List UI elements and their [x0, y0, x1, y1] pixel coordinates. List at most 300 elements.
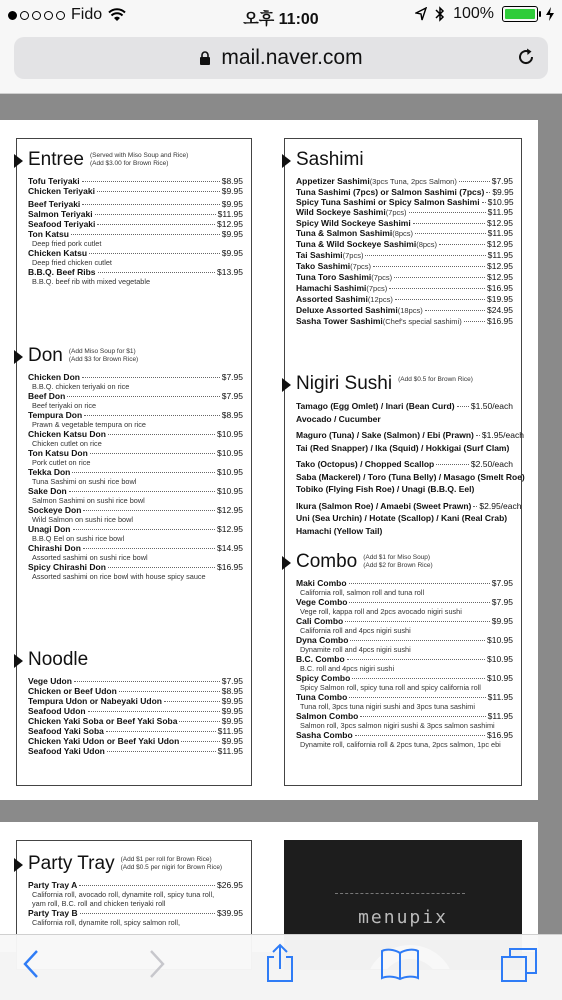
menu-item: [296, 730, 513, 749]
menu-item: [28, 676, 243, 686]
menu-item: [296, 616, 513, 635]
tabs-icon: [500, 947, 538, 983]
menu-item: [296, 597, 513, 616]
dotted-leader: [71, 234, 220, 235]
menu-item: [28, 467, 243, 486]
menu-item: [296, 250, 513, 261]
menu-item: [28, 209, 243, 219]
menu-item-price: $12.95: [487, 239, 513, 249]
menu-item-qty: (7pcs): [371, 273, 393, 282]
share-icon: [264, 943, 296, 983]
menu-item: [296, 578, 513, 597]
menu-item-price: $2.95/each: [479, 500, 522, 511]
menu-item: [28, 176, 243, 186]
menu-item-row: [296, 673, 513, 683]
menu-item-price: $10.95: [217, 467, 243, 477]
menu-item-description: Chicken cutlet on rice: [32, 439, 102, 448]
section-entree: [17, 149, 251, 286]
section-party-tray: [17, 853, 251, 927]
menu-item: [28, 716, 243, 726]
menu-item: [296, 283, 513, 294]
menu-item-name: Assorted Sashimi: [296, 294, 368, 304]
menu-item-name: Ikura (Salmon Roe) / Amaebi (Sweet Prawn): [296, 500, 472, 511]
menu-item-row: [296, 294, 513, 305]
menu-item: [28, 726, 243, 736]
menu-item-name: Hamachi (Yellow Tail): [296, 525, 383, 536]
dotted-leader: [395, 299, 485, 300]
watermark-logo: menupix: [358, 907, 448, 928]
dotted-leader: [83, 510, 215, 511]
menu-item-name: Maki Combo: [296, 578, 347, 588]
menu-item-price: $12.95: [217, 505, 243, 515]
menu-item-row: [28, 267, 243, 277]
menu-item: [28, 696, 243, 706]
dotted-leader: [181, 741, 219, 742]
menu-item-price: $8.95: [221, 410, 243, 420]
section-title: Sashimi: [296, 149, 364, 170]
menu-item-name: Sockeye Don: [28, 505, 82, 515]
dotted-leader: [82, 377, 220, 378]
menu-item-name: Hamachi Sashimi: [296, 283, 367, 293]
menu-item: [296, 207, 513, 218]
dotted-leader: [108, 567, 215, 568]
menu-item-description: Assorted sashimi on rice bowl with house spicy sauce: [32, 572, 206, 581]
menu-item-price: $12.95: [217, 524, 243, 534]
menu-item-row: [296, 597, 513, 607]
dotted-leader: [413, 223, 485, 224]
menu-item-name: Tai (Red Snapper) / Ika (Squid) / Hokkigai (Surf Clam): [296, 442, 510, 453]
menu-item-row: [296, 635, 513, 645]
menu-item: [296, 261, 513, 272]
menu-item: [296, 294, 513, 305]
menu-item: [296, 471, 525, 484]
menu-item-row: [28, 562, 243, 572]
menu-item-price: $11.95: [487, 207, 513, 217]
menu-item-row: [296, 228, 513, 239]
section-header: [28, 149, 243, 171]
section-title: Party Tray: [28, 853, 115, 874]
menu-item-price: $11.95: [487, 711, 513, 721]
dotted-leader: [482, 202, 486, 203]
menu-item-description: Tuna Sashimi on sushi rice bowl: [32, 477, 137, 486]
dotted-leader: [352, 678, 485, 679]
section-noodle: [17, 649, 251, 756]
menu-item-row: [28, 199, 243, 209]
menu-item: [28, 746, 243, 756]
dotted-leader: [347, 659, 485, 660]
address-bar[interactable]: [14, 37, 548, 79]
dotted-leader: [79, 885, 215, 886]
dotted-leader: [74, 681, 220, 682]
menu-item-row: [28, 486, 243, 496]
location-icon: [415, 7, 427, 21]
menu-item-name: Party Tray A: [28, 880, 78, 890]
menu-item-price: $19.95: [487, 294, 513, 304]
divider: [335, 893, 465, 894]
dotted-leader: [389, 288, 485, 289]
menu-item: [296, 197, 513, 207]
menu-item: [28, 267, 243, 286]
section-sashimi: [285, 149, 521, 327]
dotted-leader: [108, 434, 215, 435]
menu-item-row: [296, 261, 513, 272]
menu-item: [28, 248, 243, 267]
dotted-leader: [164, 701, 220, 702]
menu-item-row: [28, 410, 243, 420]
menu-item-price: $8.95: [221, 686, 243, 696]
menu-item-price: $7.95: [491, 578, 513, 588]
menu-item: [28, 448, 243, 467]
dotted-leader: [89, 253, 220, 254]
charging-icon: [546, 7, 554, 21]
menu-item-name: Unagi Don: [28, 524, 71, 534]
menu-item-row: [28, 219, 243, 229]
dotted-leader: [83, 548, 215, 549]
menu-page-2: [0, 822, 538, 952]
dotted-leader: [486, 192, 490, 193]
menu-item-row: [28, 467, 243, 477]
bookmarks-icon: [380, 947, 420, 981]
menu-item-row: [296, 730, 513, 740]
share-button[interactable]: [264, 943, 296, 983]
menu-item-row: [296, 413, 513, 426]
menu-item-description: California roll and 4pcs nigiri sushi: [300, 626, 411, 635]
menu-item-name: Seafood Udon: [28, 706, 86, 716]
menu-item-price: $16.95: [487, 730, 513, 740]
menu-item-row: [296, 500, 522, 513]
menu-item: [28, 880, 243, 908]
dotted-leader: [97, 191, 220, 192]
menu-item-qty: (7pcs): [350, 262, 372, 271]
url-text: mail.naver.com: [221, 46, 363, 69]
menu-item-description: Beef teriyaki on rice: [32, 401, 97, 410]
dotted-leader: [349, 697, 485, 698]
menu-item-name: B.C. Combo: [296, 654, 345, 664]
menu-item-row: [28, 524, 243, 534]
menu-item-row: [296, 218, 513, 228]
dotted-leader: [90, 453, 215, 454]
menu-item-name: Chicken Yaki Udon or Beef Yaki Udon: [28, 736, 180, 746]
menu-item: [28, 199, 243, 209]
dotted-leader: [97, 224, 215, 225]
menu-item-description: California roll, dynamite roll, spicy salmon roll,: [32, 918, 181, 927]
menu-item-price: $10.95: [487, 635, 513, 645]
dotted-leader: [73, 529, 216, 530]
menu-item-description: Deep fried chicken cutlet: [32, 258, 112, 267]
dotted-leader: [439, 244, 485, 245]
menu-item-name: Spicy Wild Sockeye Sashimi: [296, 218, 411, 228]
bookmarks-button[interactable]: [380, 947, 420, 981]
back-button[interactable]: [22, 947, 40, 981]
menu-item-price: $9.95: [221, 706, 243, 716]
left-menu-panel: [16, 138, 252, 786]
section-note: (Add $0.5 for Brown Rice): [398, 376, 473, 383]
menu-item-name: Tempura Udon or Nabeyaki Udon: [28, 696, 162, 706]
menu-item-price: $26.95: [217, 880, 243, 890]
menu-item: [296, 218, 513, 228]
menu-item-row: [28, 726, 243, 736]
menu-item-price: $11.95: [217, 209, 243, 219]
reload-button[interactable]: [516, 47, 536, 73]
menu-item: [296, 711, 513, 730]
battery-percent: 100%: [453, 5, 494, 22]
menu-item: [28, 524, 243, 543]
dotted-leader: [107, 751, 216, 752]
menu-item-description: California roll, avocado roll, dynamite roll, spicy tuna roll,: [32, 890, 215, 899]
menu-item-price: $12.95: [217, 219, 243, 229]
bluetooth-icon: [435, 6, 445, 22]
tabs-button[interactable]: [500, 947, 538, 983]
menu-item-price: $16.95: [487, 316, 513, 326]
dotted-leader: [459, 181, 490, 182]
menu-item-name: Beef Teriyaki: [28, 199, 81, 209]
menu-item-row: [296, 283, 513, 294]
menu-item-name: Tempura Don: [28, 410, 83, 420]
menu-item-price: $8.95: [221, 176, 243, 186]
dotted-leader: [179, 721, 219, 722]
menu-item-description: Salmon Sashimi on sushi rice bowl: [32, 496, 145, 505]
menu-item-name: Tuna Sashimi (7pcs) or Salmon Sashimi (7pcs): [296, 187, 485, 197]
menu-item: [28, 505, 243, 524]
menu-item-name: Tako (Octopus) / Chopped Scallop: [296, 459, 435, 469]
section-don: [17, 345, 251, 581]
menu-item-description: Pork cutlet on rice: [32, 458, 91, 467]
dotted-leader: [457, 406, 469, 407]
menu-item: [28, 391, 243, 410]
menu-item-price: $14.95: [217, 543, 243, 553]
section-title: Entree: [28, 149, 84, 170]
section-title: Don: [28, 345, 63, 366]
menu-item-name: Salmon Combo: [296, 711, 359, 721]
menu-item-price: $11.95: [487, 228, 513, 238]
menu-item: [296, 692, 513, 711]
dotted-leader: [345, 621, 489, 622]
menu-item: [28, 686, 243, 696]
dotted-leader: [360, 716, 485, 717]
menu-item: [296, 654, 513, 673]
menu-item-name: Tofu Teriyaki: [28, 176, 80, 186]
menu-item-qty: (Chef's special sashimi): [382, 317, 462, 326]
menu-item-name: Chicken Katsu Don: [28, 429, 106, 439]
menu-item-price: $9.95: [221, 199, 243, 209]
menu-item-name: Chicken Katsu: [28, 248, 88, 258]
menu-item: [28, 229, 243, 248]
menu-item-name: Sake Don: [28, 486, 67, 496]
menu-item-row: [296, 239, 513, 250]
menu-item-row: [28, 429, 243, 439]
menu-item: [296, 429, 524, 442]
menu-item-price: $10.95: [487, 654, 513, 664]
menu-item-price: $7.95: [221, 372, 243, 382]
menu-item-row: [296, 525, 513, 538]
menu-item-description: Wild Salmon on sushi rice bowl: [32, 515, 133, 524]
dotted-leader: [88, 711, 220, 712]
menu-item: [296, 458, 513, 471]
menu-item-row: [296, 616, 513, 626]
section-note: (Add $1 for Miso Soup) (Add $2 for Brown Rice): [363, 554, 433, 569]
menu-item-row: [28, 505, 243, 515]
menu-item-description: B.B.Q. chicken teriyaki on rice: [32, 382, 130, 391]
menu-item: [296, 673, 513, 692]
menu-item-row: [296, 207, 513, 218]
dotted-leader: [355, 735, 485, 736]
menu-item-row: [296, 250, 513, 261]
menu-item-row: [296, 483, 513, 496]
menu-item: [28, 186, 243, 196]
menu-item-row: [28, 229, 243, 239]
menu-item-name: Appetizer Sashimi: [296, 176, 370, 186]
menu-item-row: [296, 272, 513, 283]
menu-item-name: Sasha Tower Sashimi: [296, 316, 383, 326]
menu-item-row: [296, 442, 513, 455]
menu-item: [296, 525, 513, 538]
menu-item-qty: (7pcs): [342, 251, 364, 260]
dotted-leader: [350, 640, 485, 641]
dotted-leader: [67, 396, 219, 397]
menu-item-price: $9.95: [221, 696, 243, 706]
menu-item-row: [296, 400, 513, 413]
menu-item-row: [28, 686, 243, 696]
menu-item-price: $10.95: [217, 429, 243, 439]
menu-item-description: California roll, salmon roll and tuna roll: [300, 588, 425, 597]
menu-item: [28, 219, 243, 229]
section-title: Nigiri Sushi: [296, 373, 393, 394]
menu-item-price: $10.95: [487, 197, 514, 207]
menu-item-name: Seafood Yaki Udon: [28, 746, 105, 756]
dotted-leader: [84, 415, 220, 416]
menu-item-price: $10.95: [217, 448, 243, 458]
menu-item-price: $11.95: [217, 726, 243, 736]
menu-item-row: [296, 305, 513, 316]
menu-item: [296, 176, 513, 187]
menu-item-name: Ton Katsu: [28, 229, 69, 239]
menu-item-name: Seafood Teriyaki: [28, 219, 96, 229]
dotted-leader: [72, 472, 215, 473]
dotted-leader: [464, 321, 485, 322]
dotted-leader: [425, 310, 485, 311]
right-menu-panel: [284, 138, 525, 786]
menu-item: [296, 413, 513, 426]
menu-item-name: Tuna & Salmon Sashimi: [296, 228, 393, 238]
menu-item: [28, 429, 243, 448]
menu-item-description: Vege roll, kappa roll and 2pcs avocado nigiri sushi: [300, 607, 462, 616]
battery-level: [505, 9, 535, 19]
menu-item-row: [28, 736, 243, 746]
menu-item-name: Chirashi Don: [28, 543, 81, 553]
menu-item-price: $7.95: [221, 676, 243, 686]
menu-item-description: Dynamite roll and 4pcs nigiri sushi: [300, 645, 411, 654]
menu-item-qty: (8pcs): [392, 229, 414, 238]
menu-item-price: $7.95: [491, 176, 513, 186]
menu-item: [28, 372, 243, 391]
menu-item-price: $9.95: [491, 616, 513, 626]
menu-item-name: Chicken or Beef Udon: [28, 686, 117, 696]
menu-item-price: $9.95: [221, 736, 243, 746]
section-header: [296, 551, 513, 573]
menu-item-price: $9.95: [221, 186, 243, 196]
menu-item-price: $9.95: [221, 248, 243, 258]
menu-item-description: Tuna roll, 3pcs tuna nigiri sushi and 3pcs tuna sashimi: [300, 702, 475, 711]
dotted-leader: [82, 181, 220, 182]
menu-item-name: Spicy Tuna Sashimi or Spicy Salmon Sashimi: [296, 197, 480, 207]
menu-item-price: $39.95: [217, 908, 243, 918]
dotted-leader: [409, 212, 486, 213]
menu-item-qty: (18pcs): [397, 306, 423, 315]
dotted-leader: [476, 435, 480, 436]
menu-item-row: [28, 448, 243, 458]
menu-item-price: $9.95: [221, 716, 243, 726]
menu-item-description: yam roll, B.C. roll and chicken teriyaki roll: [32, 899, 166, 908]
menu-item-name: Tamago (Egg Omlet) / Inari (Bean Curd): [296, 401, 455, 411]
menu-item: [296, 442, 513, 455]
menu-item-description: Deep fried pork cutlet: [32, 239, 102, 248]
menu-item-row: [296, 176, 513, 187]
dotted-leader: [106, 731, 216, 732]
menu-item-description: B.B.Q Eel on sushi rice bowl: [32, 534, 125, 543]
menu-item-description: Dynamite roll, california roll & 2pcs tuna, 2pcs salmon, 1pc ebi: [300, 740, 501, 749]
menu-page-1: [0, 120, 538, 800]
dotted-leader: [373, 266, 485, 267]
section-header: [296, 373, 513, 395]
menu-item-price: $12.95: [487, 218, 513, 228]
reload-icon: [516, 47, 536, 67]
section-note: (Add Miso Soup for $1) (Add $3 for Brown Rice): [68, 348, 139, 363]
section-nigiri: [285, 373, 525, 537]
clock: 오후 11:00: [243, 11, 319, 28]
menu-item-row: [28, 716, 243, 726]
menu-item: [296, 272, 513, 283]
section-title: Noodle: [28, 649, 89, 670]
menu-item-row: [28, 880, 243, 890]
section-header: [28, 853, 243, 875]
section-header: [296, 149, 513, 171]
menu-item-name: Tako Sashimi: [296, 261, 351, 271]
menu-item: [296, 239, 513, 250]
forward-icon: [148, 947, 166, 981]
menu-item-name: Party Tray B: [28, 908, 78, 918]
menu-item-row: [296, 692, 513, 702]
menu-item-row: [28, 248, 243, 258]
menu-item-description: Assorted sashimi on sushi rice bowl: [32, 553, 148, 562]
forward-button[interactable]: [148, 947, 166, 981]
menu-item-name: Saba (Mackerel) / Toro (Tuna Belly) / Masago (Smelt Roe): [296, 471, 525, 482]
dotted-leader: [349, 602, 489, 603]
menu-item-name: Maguro (Tuna) / Sake (Salmon) / Ebi (Prawn): [296, 430, 474, 440]
menu-item-name: Spicy Combo: [296, 673, 351, 683]
menu-item: [28, 562, 243, 581]
menu-item-price: $11.95: [487, 692, 513, 702]
menu-item-row: [296, 654, 513, 664]
back-icon: [22, 947, 40, 981]
menu-item: [28, 410, 243, 429]
menu-item-price: $7.95: [221, 391, 243, 401]
menu-item-name: Wild Sockeye Sashimi: [296, 207, 386, 217]
menu-item-name: Deluxe Assorted Sashimi: [296, 305, 398, 315]
menu-item: [296, 483, 513, 496]
browser-toolbar: [0, 934, 562, 1000]
menu-item-row: [28, 209, 243, 219]
menu-item-row: [28, 186, 243, 196]
menu-item: [28, 486, 243, 505]
menu-item-description: B.C. roll and 4pcs nigiri sushi: [300, 664, 395, 673]
section-header: [28, 345, 243, 367]
dotted-leader: [98, 272, 215, 273]
dotted-leader: [80, 913, 215, 914]
menu-item-name: Tuna Toro Sashimi: [296, 272, 372, 282]
menu-item: [296, 635, 513, 654]
menu-item-row: [296, 512, 513, 525]
menu-item-qty: (7pcs): [385, 208, 407, 217]
